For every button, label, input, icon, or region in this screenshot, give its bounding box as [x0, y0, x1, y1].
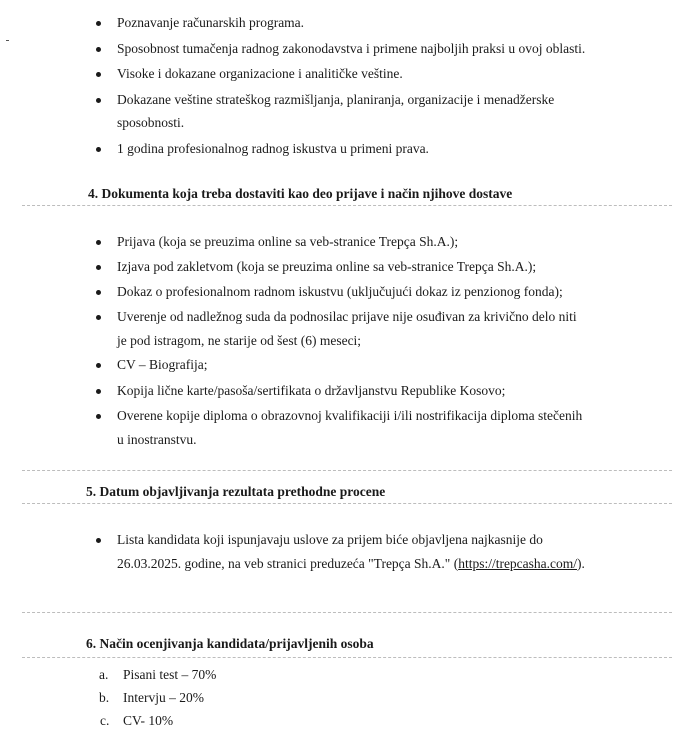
list-item: Sposobnost tumačenja radnog zakonodavstva i primene najboljih praksi u ovoj oblasti.	[117, 41, 586, 56]
section-6-heading: 6. Način ocenjivanja kandidata/prijavljenih osoba	[86, 636, 374, 651]
list-marker: a.	[99, 667, 109, 682]
list-marker: c.	[100, 713, 110, 728]
divider	[22, 470, 672, 471]
list-item: Visoke i dokazane organizacione i analitičke veštine.	[117, 66, 403, 81]
bullet-icon	[96, 21, 101, 26]
bullet-icon	[96, 98, 101, 103]
bullet-icon	[96, 414, 101, 419]
bullet-icon	[96, 290, 101, 295]
list-item: Izjava pod zakletvom (koja se preuzima online sa veb-stranice Trepça Sh.A.);	[117, 259, 537, 274]
list-item: Dokazane veštine strateškog razmišljanja, planiranja, organizacije i menadžerske	[117, 92, 555, 107]
list-item-continuation	[117, 556, 585, 572]
section-4-heading: 4. Dokumenta koja treba dostaviti kao deo prijave i način njihove dostave	[88, 186, 513, 201]
website-link[interactable]: https://trepcasha.com/	[458, 556, 578, 571]
closing-text: ).	[577, 556, 585, 571]
list-marker: b.	[99, 690, 110, 705]
list-item: Lista kandidata koji ispunjavaju uslove za prijem biće objavljena najkasnije do	[117, 532, 543, 547]
list-item-continuation: sposobnosti.	[117, 115, 185, 130]
bullet-icon	[96, 47, 101, 52]
list-item: Kopija lične karte/pasoša/sertifikata o državljanstvu Republike Kosovo;	[117, 383, 506, 398]
bullet-icon	[96, 389, 101, 394]
bullet-icon	[96, 265, 101, 270]
bullet-icon	[96, 363, 101, 368]
bullet-icon	[96, 240, 101, 245]
divider	[22, 503, 672, 504]
divider	[22, 612, 672, 613]
list-item: 1 godina profesionalnog radnog iskustva u primeni prava.	[117, 141, 429, 156]
bullet-icon	[96, 147, 101, 152]
bullet-icon	[96, 538, 101, 543]
list-item: Overene kopije diploma o obrazovnoj kvalifikaciji i/ili nostrifikacija diploma stečenih	[117, 408, 583, 423]
list-item: CV – Biografija;	[117, 357, 208, 372]
list-item: Poznavanje računarskih programa.	[117, 15, 305, 30]
list-item: Dokaz o profesionalnom radnom iskustvu (uključujući dokaz iz penzionog fonda);	[117, 284, 563, 299]
list-item: CV- 10%	[123, 713, 174, 728]
list-item: Uverenje od nadležnog suda da podnosilac prijave nije osuđivan za krivično delo niti	[117, 309, 577, 324]
list-item-continuation: u inostranstvu.	[117, 432, 197, 447]
scan-mark	[6, 40, 9, 41]
bullet-icon	[96, 72, 101, 77]
divider	[22, 205, 672, 206]
divider	[22, 657, 672, 658]
list-item: Pisani test – 70%	[123, 667, 217, 682]
section-5-heading: 5. Datum objavljivanja rezultata prethodne procene	[86, 484, 386, 499]
list-item: Intervju – 20%	[123, 690, 204, 705]
list-item: Prijava (koja se preuzima online sa veb-stranice Trepça Sh.A.);	[117, 234, 459, 249]
list-item-continuation: je pod istragom, ne starije od šest (6) meseci;	[117, 333, 362, 348]
bullet-icon	[96, 315, 101, 320]
date-text: 26.03.2025. godine, na veb stranici preduzeća "Trepça Sh.A." (	[117, 556, 459, 571]
